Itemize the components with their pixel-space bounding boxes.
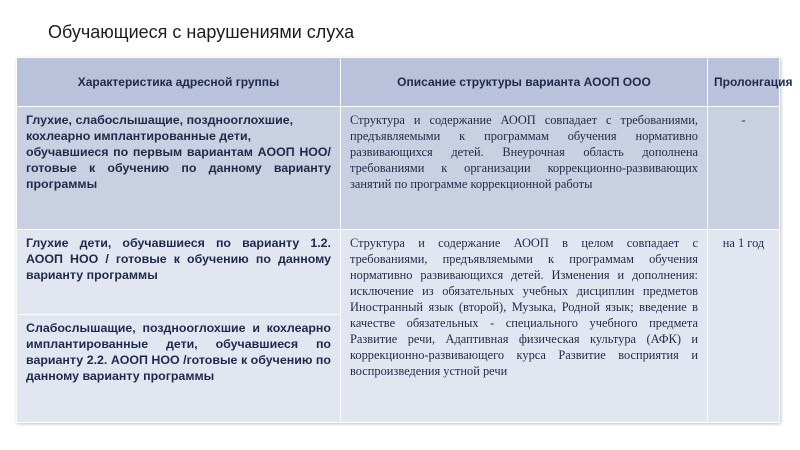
header-structure-description: Описание структуры варианта АООП ООО bbox=[341, 58, 708, 107]
group-text-line: кохлеарно имплантированные дети, bbox=[26, 129, 252, 143]
table-header-row bbox=[17, 58, 780, 107]
group-characteristic-cell: Слабослышащие, позднооглохшие и кохлеарно имплантированные дети, обучавшиеся по варианту 2.2. АООП НОО /готовые к обучению по данному варианту программы bbox=[17, 315, 341, 423]
group-text-line: обучавшиеся по первым вариантам АООП НОО/готовые к обучению по данному варианту программы bbox=[26, 145, 331, 191]
prolongation-cell: - bbox=[708, 107, 780, 230]
header-prolongation: Пролонгация bbox=[708, 58, 780, 107]
prolongation-cell: на 1 год bbox=[708, 230, 780, 423]
header-group-characteristic: Характеристика адресной группы bbox=[17, 58, 341, 107]
structure-description-cell: Структура и содержание АООП в целом совпадает с требованиями, предъявляемыми к программам обучения нормативно развивающихся детей. Изменения и дополнения: исключение из обязательных учебных дисциплин предметов Иностранный язык (второй), Музыка, Родной язык; введение в качестве обязательных - специального учебного предмета Развитие речи, Адаптивная физическая культура (АФК) и коррекционно-развивающего курса Развитие восприятия и воспроизведения устной речи bbox=[341, 230, 708, 423]
group-characteristic-cell bbox=[17, 107, 341, 230]
comparison-table bbox=[16, 57, 793, 423]
group-characteristic-cell: Глухие дети, обучавшиеся по варианту 1.2. АООП НОО / готовые к обучению по данному варианту программы bbox=[17, 230, 341, 315]
table-row bbox=[17, 230, 780, 315]
group-text-line: Глухие, слабослышащие, позднооглохшие, bbox=[26, 113, 294, 127]
table-row bbox=[17, 107, 780, 230]
structure-description-cell: Структура и содержание АООП совпадает с требованиями, предъявляемыми к программам обучения нормативно развивающихся детей. Внеурочная область дополнена требованиями к организации коррекционно-развивающих занятий по программе коррекционной работы bbox=[341, 107, 708, 230]
slide-title: Обучающиеся с нарушениями слуха bbox=[48, 22, 355, 42]
